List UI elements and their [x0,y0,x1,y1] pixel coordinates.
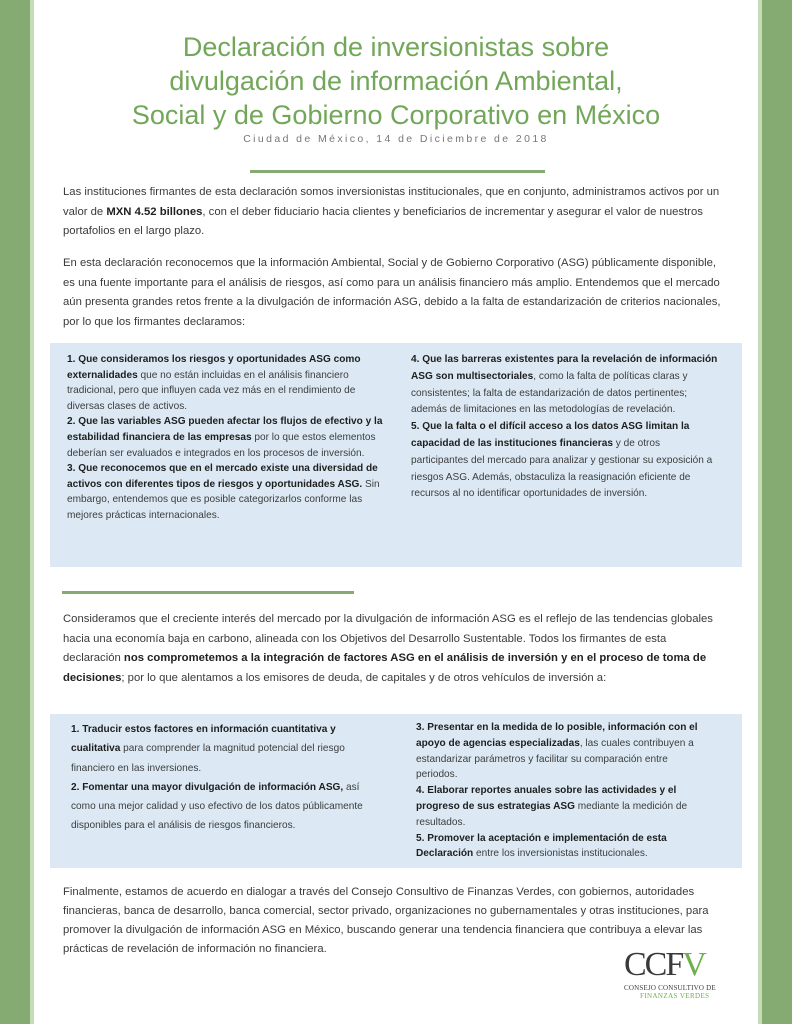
intro-paragraph-1 [63,183,725,242]
logo-mark: CCFV [624,946,705,983]
declarations-left-column [67,352,383,524]
divider-middle [62,591,354,594]
assets-value: MXN 4.52 billones [106,205,203,218]
requests-left-column [71,720,383,836]
commitment-paragraph: Consideramos que el creciente interés del mercado por la divulgación de información ASG es el reflejo de las tendencias globales hacia una economía baja en carbono, alineada con los Objetivos del Desarrollo Sustentable. Todos los firmantes de esta declaración nos comprometemos a la integración de factores ASG en el análisis de inversión y en el proceso de toma de decisiones; por lo que alentamos a los emisores de deuda, de capitales y de otros vehículos de inversión a: [63,613,713,684]
declaration-item: 1. Que consideramos los riesgos y oportunidades ASG como externalidades que no están incluidas en el análisis financiero tradicional, pero que influyen cada vez más en el rendimiento de diversas clases de activos. [67,354,361,412]
request-item: 4. Elaborar reportes anuales sobre las actividades y el progreso de sus estrategias ASG mediante la medición de resultados. [416,785,688,828]
commitment-statement: nos comprometemos a la integración de factores ASG en el análisis de inversión y en el proceso de toma de decisiones [63,652,707,684]
title-line: divulgación de información Ambiental, [169,66,623,96]
title-line: Declaración de inversionistas sobre [182,32,610,62]
requests-box [50,714,742,868]
declarations-box [50,343,742,567]
ccfv-logo [624,948,734,1004]
requests-right-column [416,720,712,862]
date-location: Ciudad de México, 14 de Diciembre de 2018 [243,133,549,145]
left-border-stripe [30,0,34,1024]
declaration-item: 4. Que las barreras existentes para la revelación de información ASG son multisectoriales, como la falta de políticas claras y consistentes; la falta de estandarización de datos pertinentes; además de limitaciones en las metodologías de revelación. [411,354,718,416]
request-item: 2. Fomentar una mayor divulgación de información ASG, así como una mejor calidad y uso efectivo de los datos públicamente disponibles para el análisis de riesgos financieros. [71,781,363,832]
left-border-band [0,0,30,1024]
request-item: 1. Traducir estos factores en información cuantitativa y cualitativa para comprender la magnitud potencial del riesgo financiero en las inversiones. [71,724,345,774]
divider-top [250,170,545,173]
intro-text-b: , con el deber fiduciario hacia clientes y beneficiarios de incrementar y asegurar el valor de nuestros portafolios en el largo plazo. [63,205,703,237]
right-border-stripe [758,0,762,1024]
request-item: 3. Presentar en la medida de lo posible, información con el apoyo de agencias especializadas, las cuales contribuyen a estandarizar parámetros y facilitar su comparación entre periodos. [416,722,698,781]
intro-text-a: Las instituciones firmantes de esta declaración somos inversionistas institucionales, que en conjunto, administramos activos por un valor de [63,186,720,218]
right-border-band [762,0,792,1024]
logo-line-1: CONSEJO CONSULTIVO DE [624,984,716,992]
logo-line-2: FINANZAS VERDES [640,992,710,1000]
declaration-item: 2. Que las variables ASG pueden afectar los flujos de efectivo y la estabilidad financiera de las empresas por lo que estos elementos deberían ser evaluados e integrados en los procesos de inversión. [67,416,383,459]
closing-paragraph: Finalmente, estamos de acuerdo en dialogar a través del Consejo Consultivo de Finanzas Verdes, con gobiernos, autoridades financieras, banca de desarrollo, banca comercial, sector privado, organizaciones no gubernamentales y otras instituciones, para promover la divulgación de información ASG en México, buscando generar una tendencia financiera que contribuya a elevar las prácticas de revelación de información no financiera. [63,886,709,955]
title-line: Social y de Gobierno Corporativo en México [131,100,661,130]
declaration-item: 5. Que la falta o el difícil acceso a los datos ASG limitan la capacidad de las instituciones financieras y de otros participantes del mercado para analizar y gestionar su exposición a riesgos ASG. Además, obstaculiza la reasignación eficiente de recursos al no identificar oportunidades de inversión. [411,421,713,500]
page-title [80,30,712,132]
declarations-right-column [411,352,719,503]
intro-paragraph-2: En esta declaración reconocemos que la información Ambiental, Social y de Gobierno Corporativo (ASG) públicamente disponible, es una fuente importante para el análisis de riesgos, así como para un análisis financiero más amplio. Entendemos que el mercado aún presenta grandes retos frente a la divulgación de información ASG, debido a la falta de estandarización de criterios nacionales, por lo que los firmantes declaramos: [63,257,721,328]
declaration-item: 3. Que reconocemos que en el mercado existe una diversidad de activos con diferentes tipos de riesgos y oportunidades ASG. Sin embargo, entendemos que es posible categorizarlos conforme las mejores prácticas internacionales. [67,463,380,521]
request-item: 5. Promover la aceptación e implementación de esta Declaración entre los inversionistas institucionales. [416,832,667,860]
